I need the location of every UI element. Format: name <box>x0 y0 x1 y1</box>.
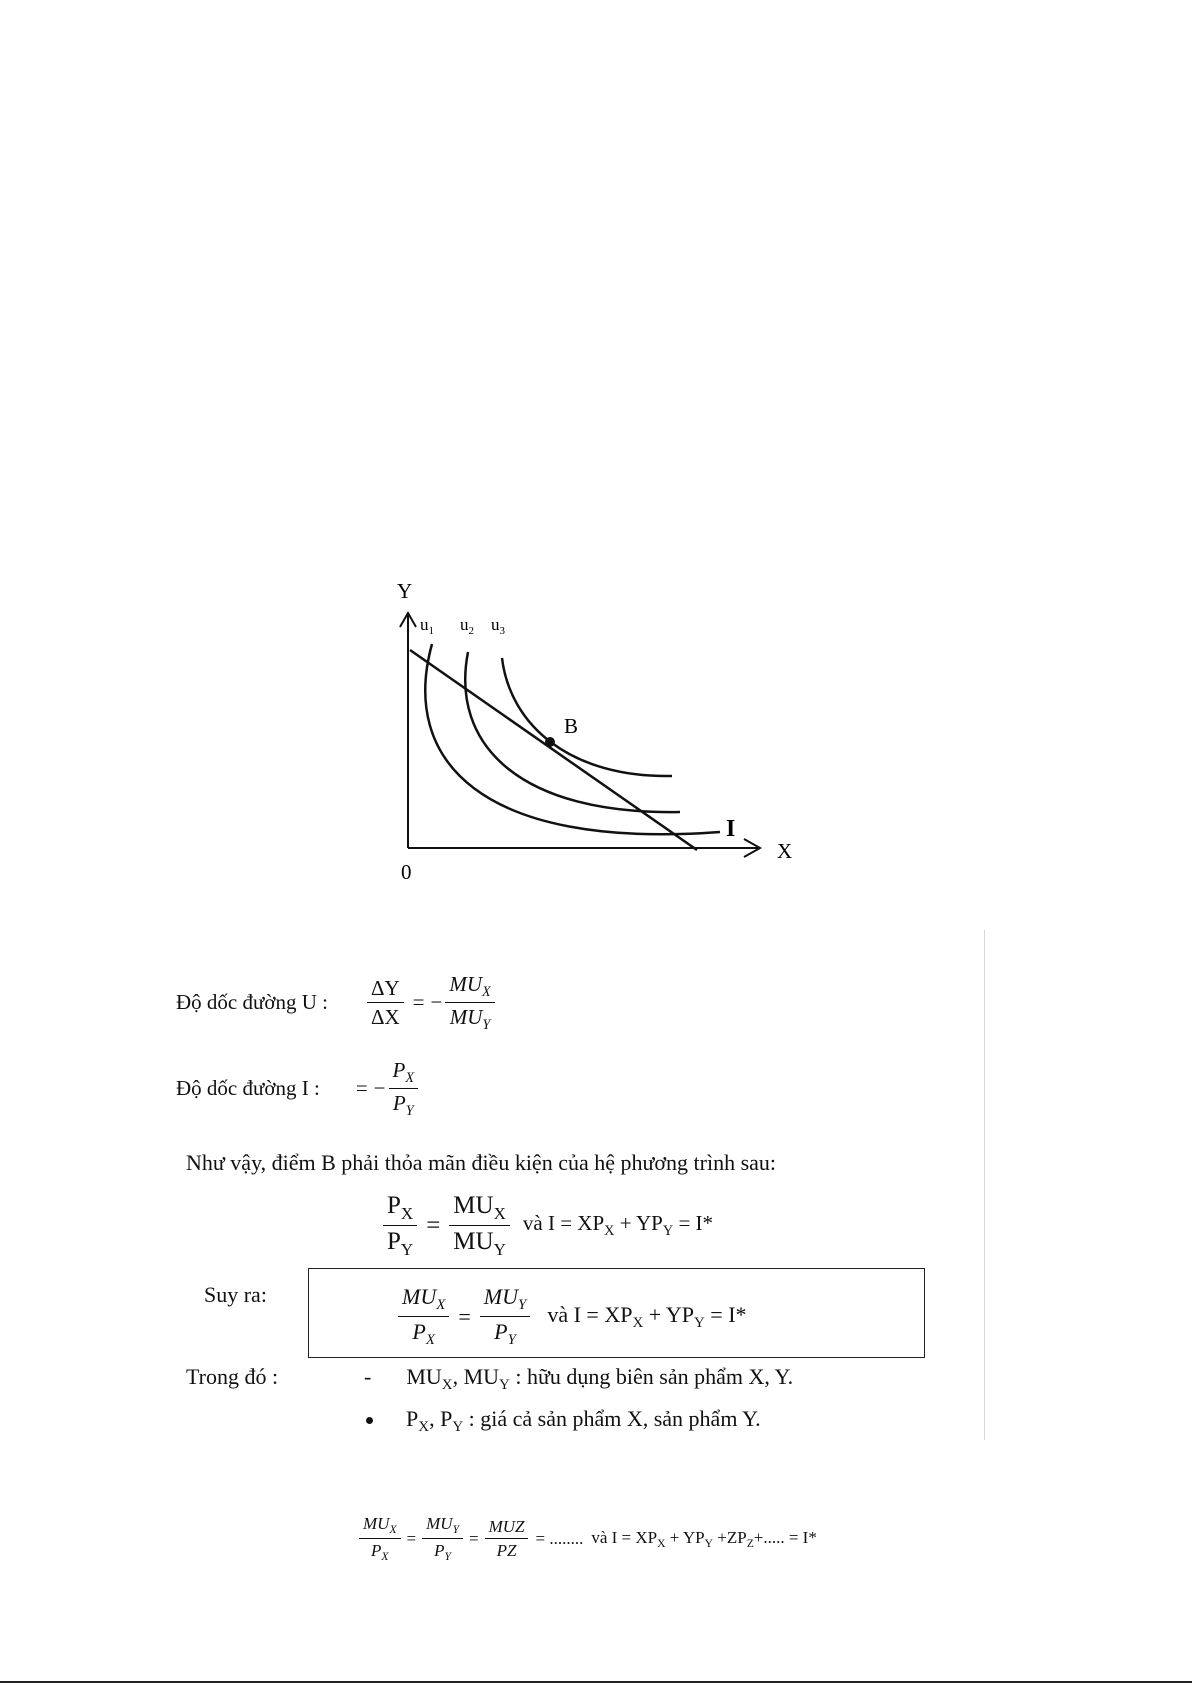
indifference-curve-u1 <box>425 644 720 834</box>
mux-px-ratio: $\frac{MU_X}{P_X}$ <box>359 1514 401 1564</box>
mux-muy-ratio: $\frac{MU_X}{MU_Y}$ <box>449 1192 510 1260</box>
page-bottom-edge <box>0 1681 1192 1683</box>
muz-pz-ratio: $\frac{\text{MUZ}}{PZ}$ <box>485 1517 529 1561</box>
legend-item-price: $P_X$, $P_Y$ : giá cả sản phẩm X, sản phẩm Y. <box>366 1406 761 1436</box>
result-label: Suy ra: <box>204 1282 267 1307</box>
px-py-ratio: $\frac{P_X}{P_Y}$ <box>383 1192 417 1260</box>
general-dots: = ........ <box>535 1528 584 1548</box>
slope-u-label: Độ dốc đường U : <box>176 990 328 1015</box>
budget-constraint-text: và $I = XP_X + YP_Y = I*$ <box>522 1211 714 1240</box>
dy-numerator: ΔY <box>367 976 404 1003</box>
muy-py-ratio: $\frac{MU_Y}{P_Y}$ <box>422 1514 463 1564</box>
point-b-marker <box>545 737 555 747</box>
scan-edge-line <box>984 930 985 1440</box>
dy-dx-fraction <box>367 976 404 1029</box>
bullet-icon <box>366 1417 373 1424</box>
point-b-label: B <box>564 714 579 738</box>
legend-label: Trong đó : <box>186 1364 279 1389</box>
mux-numerator: $MU_X$ <box>445 972 494 1003</box>
equals-sign: = <box>458 1303 471 1329</box>
curve-label-u3: $u_3$ <box>491 615 505 637</box>
equals-sign: = <box>426 1211 441 1239</box>
condition-intro: Như vậy, điểm B phải thỏa mãn điều kiện của hệ phương trình sau: <box>186 1150 777 1175</box>
px-py-fraction <box>389 1058 419 1120</box>
minus-sign: − <box>373 1076 386 1101</box>
legend-item-mu: - $MU_X$, $MU_Y$ : hữu dụng biên sản phẩm X, Y. <box>364 1364 794 1394</box>
equals-sign: = <box>468 1528 479 1548</box>
dx-denominator: ΔX <box>370 1005 400 1030</box>
curve-label-u2: $u_2$ <box>460 615 474 637</box>
muy-denominator: $MU_Y$ <box>449 1005 491 1034</box>
x-axis-label: X <box>777 839 793 863</box>
result-budget-text: và $I = XP_X + YP_Y = I*$ <box>547 1301 747 1332</box>
mux-muy-fraction <box>445 972 494 1034</box>
equals-sign: = <box>355 1076 368 1101</box>
muy-py-ratio: $\frac{MU_Y}{P_Y}$ <box>480 1284 531 1350</box>
slope-u-row <box>176 972 498 1034</box>
py-denominator: $P_Y$ <box>392 1091 414 1120</box>
y-axis-label: Y <box>397 579 413 603</box>
equals-sign: = <box>406 1528 417 1548</box>
origin-label: 0 <box>401 860 412 884</box>
mux-px-ratio: $\frac{MU_X}{P_X}$ <box>398 1284 449 1350</box>
indifference-curve-u3 <box>502 658 672 776</box>
px-numerator: $P_X$ <box>389 1058 419 1089</box>
budget-line-label: I <box>726 816 736 842</box>
general-equation <box>356 1514 817 1564</box>
budget-line <box>410 650 697 850</box>
system-equation <box>380 1192 713 1260</box>
equals-sign: = <box>412 990 425 1015</box>
general-budget-text: và $I = XP_X + YP_Y +ZP_Z+$..... = I* <box>591 1527 817 1550</box>
result-equation <box>395 1284 747 1350</box>
slope-i-row <box>176 1058 421 1120</box>
minus-sign: − <box>430 990 443 1015</box>
slope-i-label: Độ dốc đường I : <box>176 1076 320 1101</box>
curve-label-u1: $u_1$ <box>420 615 434 637</box>
